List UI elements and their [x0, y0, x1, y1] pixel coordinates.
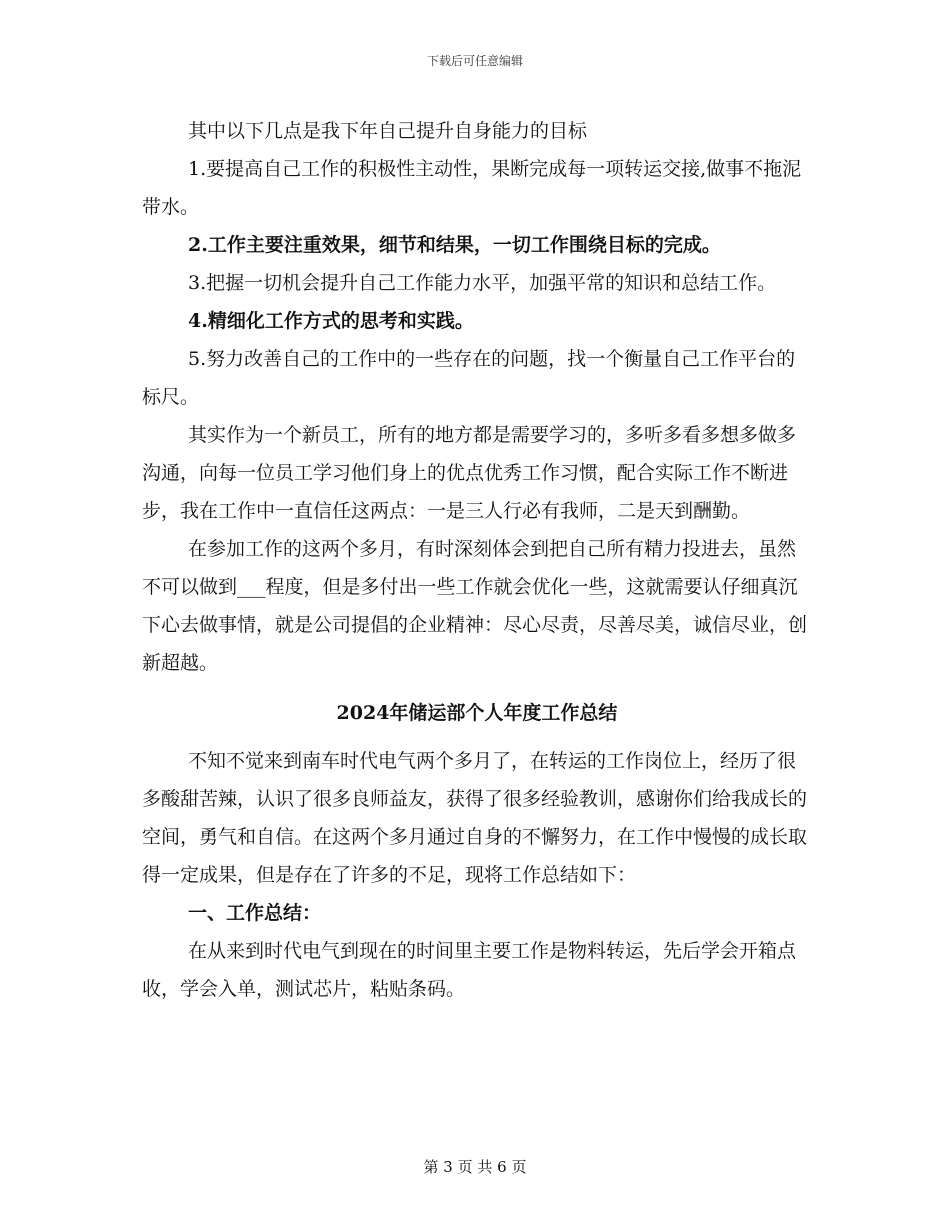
subheading-work-summary: 一、工作总结： [188, 902, 322, 924]
paragraph-intro: 其中以下几点是我下年自己提升自身能力的目标 [188, 120, 588, 142]
paragraph-goal-4: 4.精细化工作方式的思考和实践。 [188, 310, 474, 332]
paragraph-work-detail: 在从来到时代电气到现在的时间里主要工作是物料转运，先后学会开箱点收，学会入单，测试芯片，粘贴条码。 [142, 940, 797, 1000]
section-title: 2024年储运部个人年度工作总结 [336, 702, 618, 724]
paragraph-goal-5: 5.努力改善自己的工作中的一些存在的问题，找一个衡量自己工作平台的标尺。 [142, 348, 796, 408]
document-body [142, 112, 812, 1008]
paragraph-goal-1: 1.要提高自己工作的积极性主动性，果断完成每一项转运交接,做事不拖泥带水。 [142, 158, 802, 218]
paragraph-summary-intro: 不知不觉来到南车时代电气两个多月了，在转运的工作岗位上，经历了很多酸甜苦辣，认识了很多良师益友，获得了很多经验教训，感谢你们给我成长的空间，勇气和自信。在这两个多月通过自身的不懈努力，在工作中慢慢的成长取得一定成果，但是存在了许多的不足，现将工作总结如下： [142, 750, 808, 886]
paragraph-new-employee: 其实作为一个新员工，所有的地方都是需要学习的，多听多看多想多做多沟通，向每一位员工学习他们身上的优点优秀工作习惯，配合实际工作不断进步，我在工作中一直信任这两点：一是三人行必有我师，二是天到酬勤。 [142, 424, 797, 522]
paragraph-effort: 在参加工作的这两个多月，有时深刻体会到把自己所有精力投进去，虽然不可以做到___程度，但是多付出一些工作就会优化一些，这就需要认仔细真沉下心去做事情，就是公司提倡的企业精神：尽心尽责，尽善尽美，诚信尽业，创新超越。 [142, 538, 808, 674]
paragraph-goal-2: 2.工作主要注重效果，细节和结果，一切工作围绕目标的完成。 [188, 234, 721, 256]
paragraph-goal-3: 3.把握一切机会提升自己工作能力水平，加强平常的知识和总结工作。 [188, 272, 777, 294]
page-header: 下载后可任意编辑 [426, 54, 523, 68]
page-footer: 第 3 页 共 6 页 [423, 1158, 527, 1176]
